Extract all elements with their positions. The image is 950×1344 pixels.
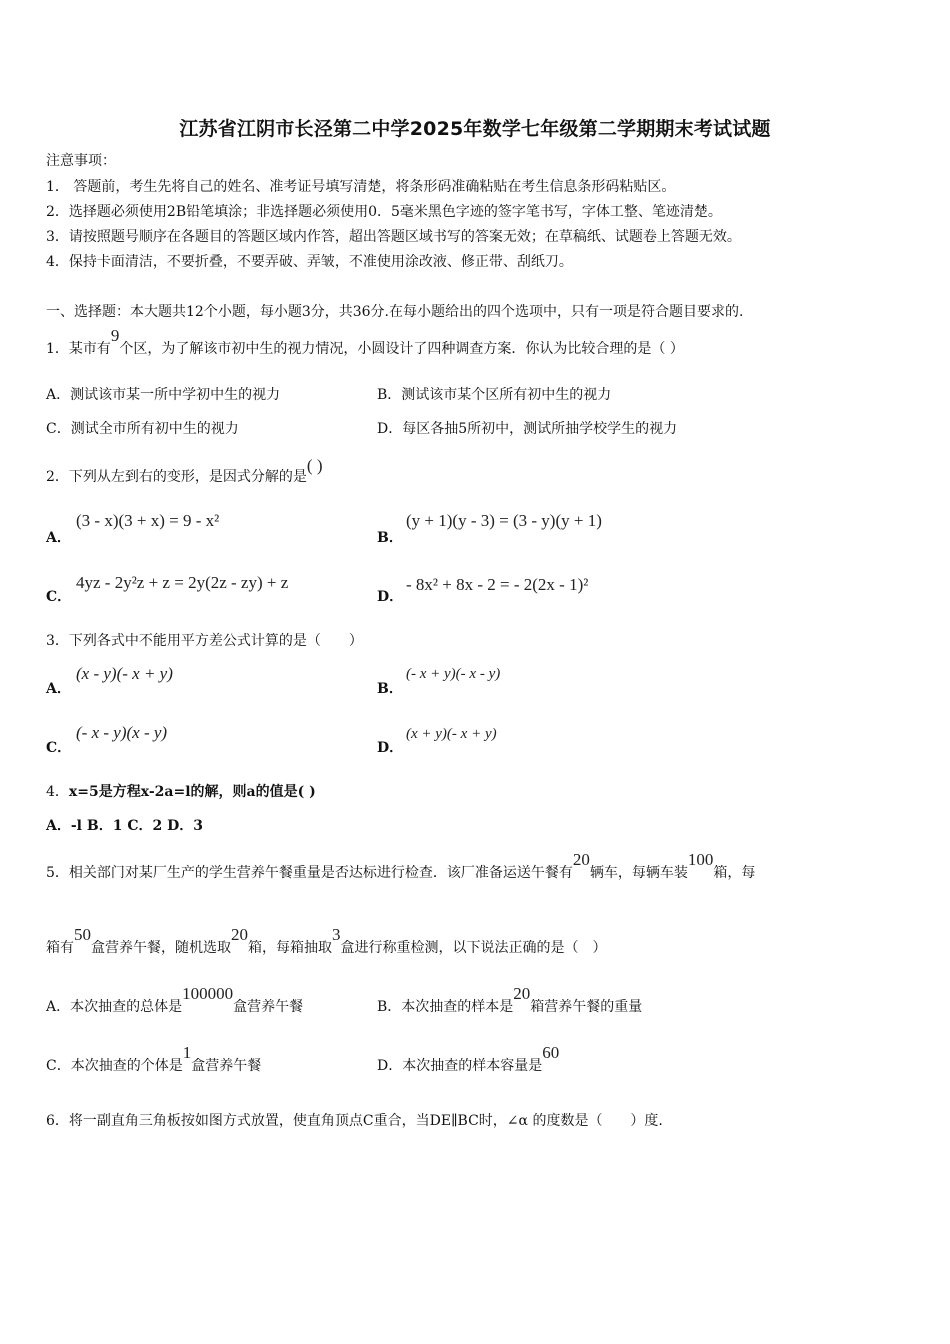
option-text: 盒营养午餐 [233, 999, 304, 1015]
option-b-label: B． [377, 681, 403, 697]
option-c-formula: 4yz - 2y²z + z = 2y(2z - zy) + z [76, 573, 289, 592]
question-3 [46, 631, 363, 651]
math-value: 100 [687, 850, 714, 869]
question-text: 辆车，每辆车装 [589, 865, 688, 881]
question-number: 4． [46, 784, 69, 800]
option-text: D．本次抽查的样本容量是 [377, 1058, 543, 1074]
option-a-label: A． [46, 681, 71, 697]
question-number: 2． [46, 469, 69, 485]
notice-item: 2．选择题必须使用2B铅笔填涂；非选择题必须使用0．5毫米黑色字迹的签字笔书写，字体工整、笔迹清楚。 [46, 204, 722, 220]
option-b [377, 984, 643, 1017]
option-text: C．本次抽查的个体是 [46, 1058, 183, 1074]
math-value: 9 [110, 326, 120, 345]
question-text: 箱，每箱抽取 [248, 940, 332, 956]
option-b: B．测试该市某个区所有初中生的视力 [377, 387, 612, 403]
question-5-line-2 [46, 925, 607, 958]
option-c-label: C． [46, 740, 72, 756]
option-d [377, 1043, 560, 1076]
question-number: 3． [46, 633, 69, 649]
question-4 [46, 782, 316, 802]
question-1 [46, 326, 684, 359]
option-c: C．测试全市所有初中生的视力 [46, 421, 239, 437]
options-row: A．-l B．1 C．2 D．3 [46, 818, 203, 834]
option-a-label: A． [46, 530, 71, 546]
section-heading: 一、选择题：本大题共12个小题，每小题3分，共36分.在每小题给出的四个选项中，只有一项是符合题目要求的. [46, 304, 744, 320]
question-6 [46, 1111, 663, 1131]
question-text: 箱，每 [713, 865, 756, 881]
question-text: 将一副直角三角板按如图方式放置，使直角顶点C重合，当DE∥BC时，∠α 的度数是（ ）度. [68, 1113, 663, 1129]
question-number: 6． [46, 1113, 69, 1129]
option-text: A．本次抽查的总体是 [46, 999, 183, 1015]
question-text: 盒营养午餐，随机选取 [91, 940, 231, 956]
question-text: 相关部门对某厂生产的学生营养午餐重量是否达标进行检查．该厂准备运送午餐有 [68, 865, 573, 881]
math-value: 1 [182, 1043, 192, 1062]
option-d-label: D． [377, 740, 404, 756]
option-text: 箱营养午餐的重量 [530, 999, 643, 1015]
question-2 [46, 456, 323, 487]
option-a [46, 984, 304, 1017]
question-text: x=5是方程x-2a=l的解，则a的值是( ) [68, 784, 316, 800]
option-c-label: C． [46, 589, 72, 605]
option-text: B．本次抽查的样本是 [377, 999, 514, 1015]
math-value: 50 [74, 925, 91, 944]
option-a-formula: (3 - x)(3 + x) = 9 - x² [76, 511, 220, 530]
math-value: 100000 [182, 984, 234, 1003]
notice-item: 3．请按照题号顺序在各题目的答题区域内作答，超出答题区域书写的答案无效；在草稿纸、试题卷上答题无效。 [46, 229, 741, 245]
question-text: 下列各式中不能用平方差公式计算的是（ ） [68, 633, 363, 649]
question-text: 个区，为了解该市初中生的视力情况，小圆设计了四种调查方案．你认为比较合理的是（ ） [119, 341, 684, 357]
option-c [46, 1043, 262, 1076]
answer-paren: ( ) [306, 456, 323, 475]
math-value: 60 [542, 1043, 560, 1062]
option-c-formula: (- x - y)(x - y) [76, 723, 168, 742]
page-title: 江苏省江阴市长泾第二中学2025年数学七年级第二学期期末考试试题 [179, 118, 771, 140]
math-value: 3 [332, 925, 341, 944]
question-5 [46, 850, 756, 883]
question-text: 某市有 [68, 341, 111, 357]
option-d-formula: (x + y)(- x + y) [406, 726, 497, 742]
math-value: 20 [572, 850, 590, 869]
question-number: 1． [46, 341, 69, 357]
option-a: A．测试该市某一所中学初中生的视力 [46, 387, 281, 403]
option-d: D．每区各抽5所初中，测试所抽学校学生的视力 [377, 421, 678, 437]
notice-item: 4．保持卡面清洁，不要折叠，不要弄破、弄皱，不准使用涂改液、修正带、刮纸刀。 [46, 254, 573, 270]
option-b-label: B． [377, 530, 403, 546]
math-value: 20 [513, 984, 531, 1003]
question-number: 5． [46, 865, 69, 881]
option-b-formula: (y + 1)(y - 3) = (3 - y)(y + 1) [406, 511, 602, 530]
option-d-label: D． [377, 589, 404, 605]
notice-item: 1． 答题前，考生先将自己的姓名、准考证号填写清楚，将条形码准确粘贴在考生信息条形码粘贴区。 [46, 179, 676, 195]
notice-heading: 注意事项： [46, 153, 116, 169]
question-text: 盒进行称重检测，以下说法正确的是（ ） [340, 940, 607, 956]
math-value: 20 [231, 925, 248, 944]
question-text: 箱有 [46, 940, 74, 956]
option-a-formula: (x - y)(- x + y) [76, 664, 173, 683]
question-text: 下列从左到右的变形，是因式分解的是 [68, 469, 307, 485]
option-b-formula: (- x + y)(- x - y) [406, 666, 501, 682]
option-d-formula: - 8x² + 8x - 2 = - 2(2x - 1)² [406, 575, 589, 594]
option-text: 盒营养午餐 [191, 1058, 262, 1074]
